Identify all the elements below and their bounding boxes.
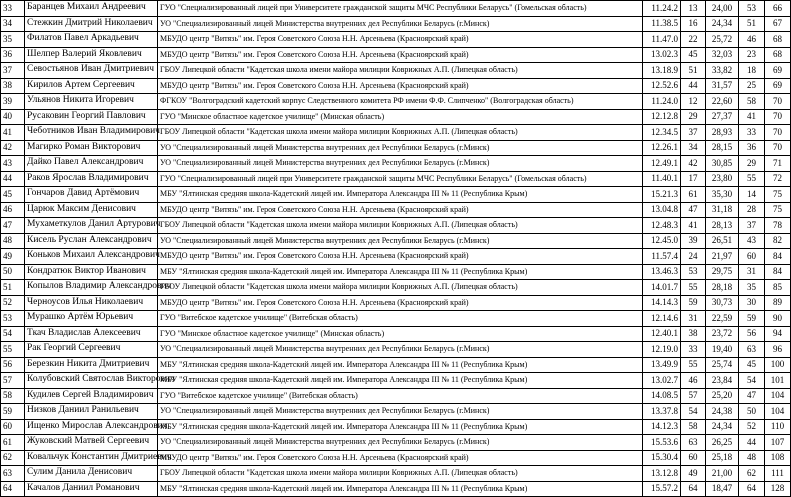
place-cell: 62 — [1, 450, 25, 466]
name-cell: Кирилов Артем Сергеевич — [25, 78, 158, 94]
score-cell-1: 53 — [681, 264, 706, 280]
organization-cell: ГУО "Минское областное кадетское училище" (Минская область) — [158, 109, 643, 125]
score-cell-3: 23 — [739, 47, 765, 63]
score-cell-2: 30,73 — [706, 295, 739, 311]
name-cell: Березкин Никита Дмитриевич — [25, 357, 158, 373]
score-cell-2: 25,74 — [706, 357, 739, 373]
table-row — [1, 171, 791, 187]
table-row — [1, 187, 791, 203]
total-cell: 71 — [765, 156, 791, 172]
name-cell: Ковальчук Константин Дмитриевич — [25, 450, 158, 466]
score-cell-2: 22,59 — [706, 311, 739, 327]
organization-cell: ГУО "Специализированный лицей при Университете гражданской защиты МЧС Республики Беларусь" (Гомельская область) — [158, 171, 643, 187]
score-cell-2: 26,25 — [706, 435, 739, 451]
table-row — [1, 404, 791, 420]
organization-cell: ГУО "Специализированный лицей при Университете гражданской защиты МЧС Республики Беларусь" (Гомельская область) — [158, 1, 643, 17]
score-cell-2: 27,37 — [706, 109, 739, 125]
score-cell-1: 39 — [681, 233, 706, 249]
organization-cell: МБУ "Ялтинская средняя школа-Кадетский лицей им. Императора Александра III № 11 (Республика Крым) — [158, 481, 643, 497]
score-cell-3: 41 — [739, 109, 765, 125]
place-cell: 41 — [1, 125, 25, 141]
table-row — [1, 388, 791, 404]
time-cell: 14.01.7 — [643, 280, 681, 296]
total-cell: 85 — [765, 280, 791, 296]
score-cell-2: 31,18 — [706, 202, 739, 218]
time-cell: 12.26.1 — [643, 140, 681, 156]
total-cell: 104 — [765, 404, 791, 420]
time-cell: 11.57.4 — [643, 249, 681, 265]
table-row — [1, 326, 791, 342]
table-row — [1, 16, 791, 32]
time-cell: 13.04.8 — [643, 202, 681, 218]
score-cell-3: 33 — [739, 125, 765, 141]
time-cell: 12.40.1 — [643, 326, 681, 342]
score-cell-2: 31,57 — [706, 78, 739, 94]
name-cell: Колубовский Святослав Викторович — [25, 373, 158, 389]
organization-cell: УО "Специализированный лицей Министерства внутренних дел Республики Беларусь (г.Минск) — [158, 435, 643, 451]
name-cell: Рак Георгий Сергеевич — [25, 342, 158, 358]
place-cell: 36 — [1, 47, 25, 63]
name-cell: Кондратюк Виктор Иванович — [25, 264, 158, 280]
score-cell-3: 37 — [739, 218, 765, 234]
time-cell: 11.24.2 — [643, 1, 681, 17]
time-cell: 14.14.3 — [643, 295, 681, 311]
score-cell-3: 14 — [739, 187, 765, 203]
score-cell-2: 24,34 — [706, 16, 739, 32]
name-cell: Кисель Руслан Александрович — [25, 233, 158, 249]
total-cell: 70 — [765, 94, 791, 110]
time-cell: 12.12.8 — [643, 109, 681, 125]
time-cell: 13.49.9 — [643, 357, 681, 373]
organization-cell: МБУ "Ялтинская средняя школа-Кадетский лицей им. Императора Александра III № 11 (Республика Крым) — [158, 187, 643, 203]
place-cell: 49 — [1, 249, 25, 265]
name-cell: Низков Даниил Ранильевич — [25, 404, 158, 420]
score-cell-3: 54 — [739, 373, 765, 389]
organization-cell: МБУДО центр "Витязь" им. Героя Советского Союза Н.Н. Арсеньева (Красноярский край) — [158, 47, 643, 63]
total-cell: 70 — [765, 140, 791, 156]
score-cell-1: 51 — [681, 63, 706, 79]
score-cell-1: 22 — [681, 32, 706, 48]
score-cell-3: 53 — [739, 1, 765, 17]
time-cell: 15.57.2 — [643, 481, 681, 497]
score-cell-1: 46 — [681, 373, 706, 389]
score-cell-2: 24,38 — [706, 404, 739, 420]
score-cell-1: 59 — [681, 295, 706, 311]
total-cell: 70 — [765, 125, 791, 141]
place-cell: 57 — [1, 373, 25, 389]
total-cell: 100 — [765, 357, 791, 373]
total-cell: 84 — [765, 264, 791, 280]
table-row — [1, 63, 791, 79]
organization-cell: ГБОУ Липецкой области "Кадетская школа имени майора милиции Коврижных А.П. (Липецкая область) — [158, 63, 643, 79]
score-cell-3: 44 — [739, 435, 765, 451]
table-row — [1, 249, 791, 265]
organization-cell: ГУО "Минское областное кадетское училище" (Минская область) — [158, 326, 643, 342]
time-cell: 14.08.5 — [643, 388, 681, 404]
organization-cell: УО "Специализированный лицей Министерства внутренних дел Республики Беларусь (г.Минск) — [158, 342, 643, 358]
table-row — [1, 140, 791, 156]
place-cell: 61 — [1, 435, 25, 451]
total-cell: 72 — [765, 171, 791, 187]
organization-cell: МБУ "Ялтинская средняя школа-Кадетский лицей им. Императора Александра III № 11 (Республика Крым) — [158, 357, 643, 373]
total-cell: 82 — [765, 233, 791, 249]
organization-cell: ГУО "Витебское кадетское училище" (Витебская область) — [158, 311, 643, 327]
table-row — [1, 109, 791, 125]
score-cell-1: 29 — [681, 109, 706, 125]
table-row — [1, 218, 791, 234]
name-cell: Русаковин Георгий Павлович — [25, 109, 158, 125]
total-cell: 104 — [765, 388, 791, 404]
place-cell: 54 — [1, 326, 25, 342]
organization-cell: ГБОУ Липецкой области "Кадетская школа имени майора милиции Коврижных А.П. (Липецкая область) — [158, 218, 643, 234]
score-cell-1: 58 — [681, 419, 706, 435]
score-cell-3: 51 — [739, 16, 765, 32]
place-cell: 63 — [1, 466, 25, 482]
total-cell: 70 — [765, 109, 791, 125]
time-cell: 13.46.3 — [643, 264, 681, 280]
total-cell: 67 — [765, 16, 791, 32]
table-row — [1, 233, 791, 249]
score-cell-2: 28,15 — [706, 140, 739, 156]
name-cell: Черноусов Илья Николаевич — [25, 295, 158, 311]
table-row — [1, 32, 791, 48]
score-cell-1: 49 — [681, 466, 706, 482]
score-cell-3: 29 — [739, 156, 765, 172]
score-cell-3: 18 — [739, 63, 765, 79]
score-cell-2: 18,47 — [706, 481, 739, 497]
table-row — [1, 342, 791, 358]
organization-cell: УО "Специализированный лицей Министерства внутренних дел Республики Беларусь (г.Минск) — [158, 233, 643, 249]
place-cell: 64 — [1, 481, 25, 497]
score-cell-3: 62 — [739, 466, 765, 482]
score-cell-1: 63 — [681, 435, 706, 451]
score-cell-1: 45 — [681, 47, 706, 63]
time-cell: 13.37.8 — [643, 404, 681, 420]
organization-cell: ГУО "Витебское кадетское училище" (Витебская область) — [158, 388, 643, 404]
table-row — [1, 94, 791, 110]
total-cell: 68 — [765, 47, 791, 63]
score-cell-1: 41 — [681, 218, 706, 234]
organization-cell: МБУ "Ялтинская средняя школа-Кадетский лицей им. Императора Александра III № 11 (Республика Крым) — [158, 373, 643, 389]
time-cell: 12.45.0 — [643, 233, 681, 249]
total-cell: 68 — [765, 32, 791, 48]
table-row — [1, 481, 791, 497]
score-cell-3: 43 — [739, 233, 765, 249]
name-cell: Магирко Роман Викторович — [25, 140, 158, 156]
score-cell-2: 26,51 — [706, 233, 739, 249]
table-row — [1, 1, 791, 17]
score-cell-2: 25,18 — [706, 450, 739, 466]
score-cell-2: 21,00 — [706, 466, 739, 482]
score-cell-1: 55 — [681, 357, 706, 373]
table-row — [1, 466, 791, 482]
score-cell-1: 55 — [681, 280, 706, 296]
score-cell-3: 25 — [739, 78, 765, 94]
name-cell: Ищенко Мирослав Александрович — [25, 419, 158, 435]
total-cell: 96 — [765, 342, 791, 358]
score-cell-3: 47 — [739, 388, 765, 404]
name-cell: Стежкин Дмитрий Николаевич — [25, 16, 158, 32]
total-cell: 69 — [765, 78, 791, 94]
name-cell: Чеботников Иван Владимирович — [25, 125, 158, 141]
place-cell: 56 — [1, 357, 25, 373]
score-cell-2: 24,00 — [706, 1, 739, 17]
place-cell: 34 — [1, 16, 25, 32]
table-row — [1, 264, 791, 280]
score-cell-3: 28 — [739, 202, 765, 218]
name-cell: Шелпер Валерий Яковлевич — [25, 47, 158, 63]
score-cell-2: 29,75 — [706, 264, 739, 280]
place-cell: 53 — [1, 311, 25, 327]
organization-cell: ГБОУ Липецкой области "Кадетская школа имени майора милиции Коврижных А.П. (Липецкая область) — [158, 125, 643, 141]
score-cell-2: 35,30 — [706, 187, 739, 203]
total-cell: 110 — [765, 419, 791, 435]
time-cell: 15.21.3 — [643, 187, 681, 203]
place-cell: 50 — [1, 264, 25, 280]
score-cell-3: 59 — [739, 311, 765, 327]
total-cell: 66 — [765, 1, 791, 17]
time-cell: 11.38.5 — [643, 16, 681, 32]
total-cell: 69 — [765, 63, 791, 79]
organization-cell: ГБОУ Липецкой области "Кадетская школа имени майора милиции Коврижных А.П. (Липецкая область) — [158, 466, 643, 482]
place-cell: 44 — [1, 171, 25, 187]
table-row — [1, 419, 791, 435]
place-cell: 33 — [1, 1, 25, 17]
organization-cell: УО "Специализированный лицей Министерства внутренних дел Республики Беларусь (г.Минск) — [158, 140, 643, 156]
organization-cell: УО "Специализированный лицей Министерства внутренних дел Республики Беларусь (г.Минск) — [158, 156, 643, 172]
time-cell: 15.30.4 — [643, 450, 681, 466]
place-cell: 39 — [1, 94, 25, 110]
score-cell-2: 19,40 — [706, 342, 739, 358]
score-cell-3: 35 — [739, 280, 765, 296]
score-cell-1: 54 — [681, 404, 706, 420]
score-cell-2: 23,72 — [706, 326, 739, 342]
organization-cell: ФГКОУ "Волгоградский кадетский корпус Следственного комитета РФ имени Ф.Ф. Слипченко" (Волгоградская область) — [158, 94, 643, 110]
total-cell: 75 — [765, 202, 791, 218]
place-cell: 52 — [1, 295, 25, 311]
score-cell-2: 22,60 — [706, 94, 739, 110]
total-cell: 90 — [765, 311, 791, 327]
organization-cell: МБУДО центр "Витязь" им. Героя Советского Союза Н.Н. Арсеньева (Красноярский край) — [158, 249, 643, 265]
score-cell-2: 23,80 — [706, 171, 739, 187]
score-cell-2: 25,72 — [706, 32, 739, 48]
score-cell-3: 63 — [739, 342, 765, 358]
place-cell: 48 — [1, 233, 25, 249]
total-cell: 75 — [765, 187, 791, 203]
score-cell-1: 61 — [681, 187, 706, 203]
time-cell: 13.18.9 — [643, 63, 681, 79]
score-cell-2: 28,93 — [706, 125, 739, 141]
name-cell: Ткач Владислав Алексеевич — [25, 326, 158, 342]
score-cell-3: 48 — [739, 450, 765, 466]
score-cell-2: 21,97 — [706, 249, 739, 265]
score-cell-1: 44 — [681, 78, 706, 94]
place-cell: 59 — [1, 404, 25, 420]
place-cell: 40 — [1, 109, 25, 125]
table-row — [1, 311, 791, 327]
time-cell: 14.12.3 — [643, 419, 681, 435]
time-cell: 12.48.3 — [643, 218, 681, 234]
score-cell-3: 55 — [739, 171, 765, 187]
total-cell: 101 — [765, 373, 791, 389]
place-cell: 46 — [1, 202, 25, 218]
score-cell-1: 42 — [681, 156, 706, 172]
time-cell: 13.02.3 — [643, 47, 681, 63]
time-cell: 11.47.0 — [643, 32, 681, 48]
total-cell: 111 — [765, 466, 791, 482]
time-cell: 12.34.5 — [643, 125, 681, 141]
time-cell: 11.40.1 — [643, 171, 681, 187]
score-cell-2: 28,13 — [706, 218, 739, 234]
score-cell-2: 23,84 — [706, 373, 739, 389]
organization-cell: МБУ "Ялтинская средняя школа-Кадетский лицей им. Императора Александра III № 11 (Республика Крым) — [158, 264, 643, 280]
organization-cell: МБУДО центр "Витязь" им. Героя Советского Союза Н.Н. Арсеньева (Красноярский край) — [158, 450, 643, 466]
organization-cell: МБУ "Ялтинская средняя школа-Кадетский лицей им. Императора Александра III № 11 (Республика Крым) — [158, 419, 643, 435]
time-cell: 12.14.6 — [643, 311, 681, 327]
time-cell: 13.12.8 — [643, 466, 681, 482]
table-row — [1, 357, 791, 373]
score-cell-1: 16 — [681, 16, 706, 32]
score-cell-3: 60 — [739, 249, 765, 265]
score-cell-1: 31 — [681, 311, 706, 327]
table-row — [1, 125, 791, 141]
time-cell: 12.19.0 — [643, 342, 681, 358]
score-cell-3: 50 — [739, 404, 765, 420]
table-row — [1, 435, 791, 451]
place-cell: 35 — [1, 32, 25, 48]
place-cell: 55 — [1, 342, 25, 358]
table-row — [1, 295, 791, 311]
total-cell: 84 — [765, 249, 791, 265]
time-cell: 12.52.6 — [643, 78, 681, 94]
table-row — [1, 280, 791, 296]
organization-cell: МБУДО центр "Витязь" им. Героя Советского Союза Н.Н. Арсеньева (Красноярский край) — [158, 295, 643, 311]
score-cell-1: 24 — [681, 249, 706, 265]
total-cell: 94 — [765, 326, 791, 342]
score-cell-3: 46 — [739, 32, 765, 48]
organization-cell: УО "Специализированный лицей Министерства внутренних дел Республики Беларусь (г.Минск) — [158, 16, 643, 32]
score-cell-1: 17 — [681, 171, 706, 187]
score-cell-2: 32,03 — [706, 47, 739, 63]
score-cell-2: 28,18 — [706, 280, 739, 296]
name-cell: Коньков Михаил Александрович — [25, 249, 158, 265]
score-cell-3: 52 — [739, 419, 765, 435]
name-cell: Гончаров Давид Артёмович — [25, 187, 158, 203]
table-row — [1, 450, 791, 466]
score-cell-2: 33,82 — [706, 63, 739, 79]
organization-cell: ГБОУ Липецкой области "Кадетская школа имени майора милиции Коврижных А.П. (Липецкая область) — [158, 280, 643, 296]
score-cell-1: 57 — [681, 388, 706, 404]
total-cell: 128 — [765, 481, 791, 497]
name-cell: Дайко Павел Александрович — [25, 156, 158, 172]
table-row — [1, 373, 791, 389]
score-cell-3: 36 — [739, 140, 765, 156]
name-cell: Раков Ярослав Владимирович — [25, 171, 158, 187]
table-row — [1, 202, 791, 218]
score-cell-2: 25,20 — [706, 388, 739, 404]
total-cell: 89 — [765, 295, 791, 311]
score-cell-1: 60 — [681, 450, 706, 466]
score-cell-2: 30,85 — [706, 156, 739, 172]
name-cell: Жуковский Матвей Сергеевич — [25, 435, 158, 451]
name-cell: Кудилев Сергей Владимирович — [25, 388, 158, 404]
score-cell-1: 47 — [681, 202, 706, 218]
place-cell: 51 — [1, 280, 25, 296]
score-cell-3: 31 — [739, 264, 765, 280]
score-cell-1: 38 — [681, 326, 706, 342]
time-cell: 11.24.0 — [643, 94, 681, 110]
total-cell: 78 — [765, 218, 791, 234]
time-cell: 13.02.7 — [643, 373, 681, 389]
organization-cell: МБУДО центр "Витязь" им. Героя Советского Союза Н.Н. Арсеньева (Красноярский край) — [158, 32, 643, 48]
score-cell-1: 64 — [681, 481, 706, 497]
score-cell-3: 30 — [739, 295, 765, 311]
name-cell: Копылов Владимир Александрович — [25, 280, 158, 296]
table-row — [1, 47, 791, 63]
score-cell-3: 56 — [739, 326, 765, 342]
name-cell: Севостьянов Иван Дмитриевич — [25, 63, 158, 79]
place-cell: 47 — [1, 218, 25, 234]
place-cell: 37 — [1, 63, 25, 79]
place-cell: 42 — [1, 140, 25, 156]
name-cell: Царюк Максим Денисович — [25, 202, 158, 218]
name-cell: Ульянов Никита Игоревич — [25, 94, 158, 110]
score-cell-3: 45 — [739, 357, 765, 373]
name-cell: Качалов Даниил Романович — [25, 481, 158, 497]
score-cell-2: 24,34 — [706, 419, 739, 435]
organization-cell: МБУДО центр "Витязь" им. Героя Советского Союза Н.Н. Арсеньева (Красноярский край) — [158, 78, 643, 94]
name-cell: Мурашко Артём Юрьевич — [25, 311, 158, 327]
score-cell-3: 58 — [739, 94, 765, 110]
score-cell-1: 33 — [681, 342, 706, 358]
name-cell: Сулим Данила Денисович — [25, 466, 158, 482]
total-cell: 108 — [765, 450, 791, 466]
place-cell: 43 — [1, 156, 25, 172]
score-cell-1: 34 — [681, 140, 706, 156]
score-cell-3: 64 — [739, 481, 765, 497]
organization-cell: МБУДО центр "Витязь" им. Героя Советского Союза Н.Н. Арсеньева (Красноярский край) — [158, 202, 643, 218]
time-cell: 15.53.6 — [643, 435, 681, 451]
place-cell: 45 — [1, 187, 25, 203]
score-cell-1: 37 — [681, 125, 706, 141]
score-cell-1: 13 — [681, 1, 706, 17]
name-cell: Мухаметкулов Данил Артурович — [25, 218, 158, 234]
name-cell: Баранцев Михаил Андреевич — [25, 1, 158, 17]
table-row — [1, 156, 791, 172]
organization-cell: УО "Специализированный лицей Министерства внутренних дел Республики Беларусь (г.Минск) — [158, 404, 643, 420]
place-cell: 60 — [1, 419, 25, 435]
results-table-body — [1, 1, 791, 497]
name-cell: Филатов Павел Аркадьевич — [25, 32, 158, 48]
place-cell: 58 — [1, 388, 25, 404]
table-row — [1, 78, 791, 94]
total-cell: 107 — [765, 435, 791, 451]
score-cell-1: 12 — [681, 94, 706, 110]
place-cell: 38 — [1, 78, 25, 94]
time-cell: 12.49.1 — [643, 156, 681, 172]
